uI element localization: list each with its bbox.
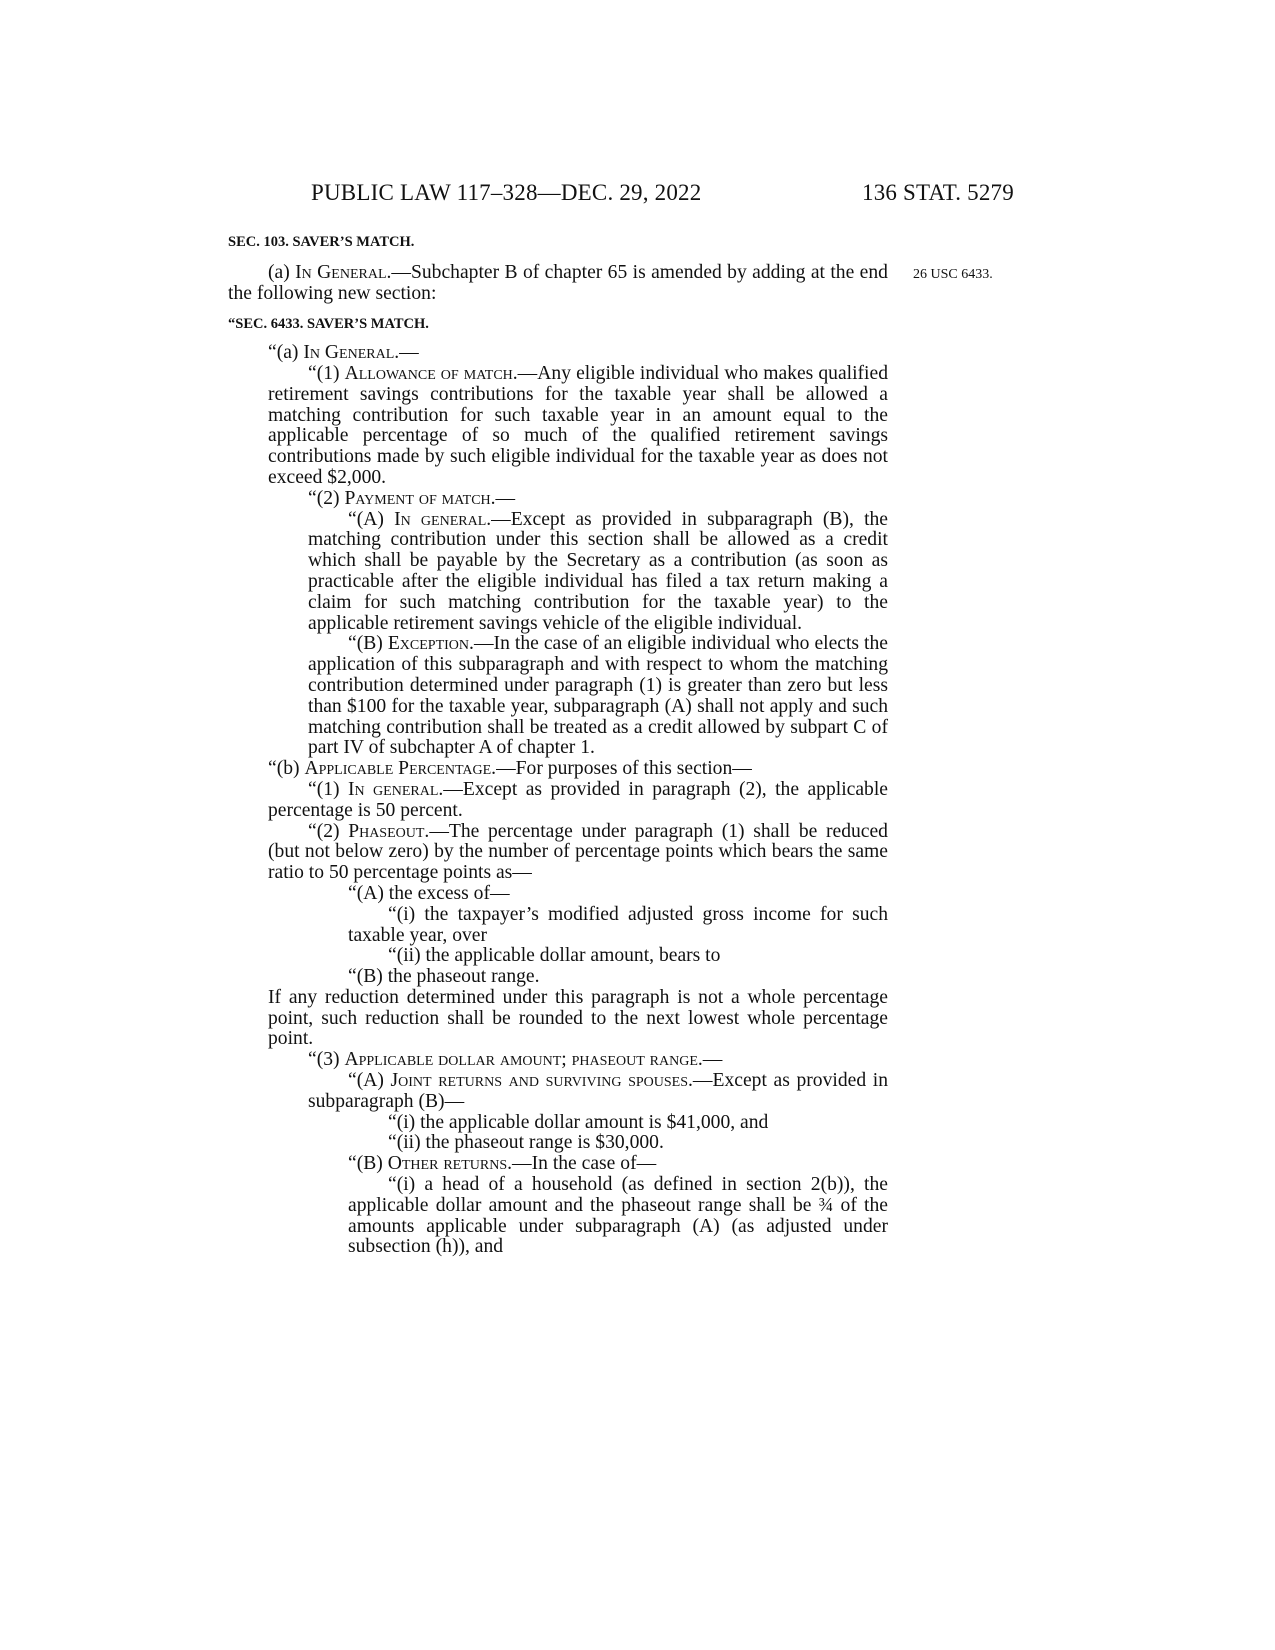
clause-b3Ai: “(i) the applicable dollar amount is $41,000, and [388, 1111, 769, 1133]
clause-b3Aii: “(ii) the phaseout range is $30,000. [388, 1132, 664, 1154]
subparagraph-b3A: “(A) Joint returns and surviving spouses.—Except as provided in subparagraph (B)— [308, 1070, 888, 1112]
section-heading: SEC. 103. SAVER’S MATCH. [228, 234, 415, 250]
clause-b2Aii: “(ii) the applicable dollar amount, bears to [388, 945, 721, 967]
subparagraph-a2A: “(A) In general.—Except as provided in subparagraph (B), the matching contribution under this section shall be allowed as a credit which shall be payable by the Secretary as a contribution (as soon as practicable after the eligible individual has filed a tax return making a claim for such matching contribution for the taxable year) to the applicable retirement savings vehicle of the eligible individual. [308, 508, 889, 634]
paragraph-a1: “(1) Allowance of match.—Any eligible individual who makes qualified retirement savings contributions for the taxable year shall be allowed a matching contribution for such taxable year in an amount equal to the applicable percentage of so much of the qualified retirement savings contributions made by such eligible individual for the taxable year as does not exceed $2,000. [268, 362, 888, 488]
subsection-a-intro: (a) In General.—Subchapter B of chapter 65 is amended by adding at the end the following new section: [228, 261, 888, 304]
paragraph-b3-heading: “(3) Applicable dollar amount; phaseout range.— [308, 1049, 723, 1071]
paragraph-a2-heading: “(2) Payment of match.— [308, 487, 516, 509]
clause-b3Bi: “(i) a head of a household (as defined in section 2(b)), the applicable dollar amount and the phaseout range shall be ¾ of the amounts applicable under subparagraph (A) (as adjusted under subsection (h)), and [348, 1174, 888, 1258]
statute-body [228, 232, 888, 1258]
running-header-title: PUBLIC LAW 117–328—DEC. 29, 2022 [311, 180, 702, 205]
margin-citation: 26 USC 6433. [913, 267, 993, 282]
subparagraph-b2A: “(A) the excess of— [348, 882, 510, 904]
paragraph-b1: “(1) In general.—Except as provided in paragraph (2), the applicable percentage is 50 percent. [268, 778, 888, 821]
subsection-b-heading: “(b) Applicable Percentage.—For purposes of this section— [268, 758, 752, 780]
new-section-heading: “SEC. 6433. SAVER’S MATCH. [228, 316, 429, 333]
subparagraph-a2B: “(B) Exception.—In the case of an eligible individual who elects the application of this subparagraph and with respect to whom the matching contribution determined under paragraph (1) is greater than zero but less than $100 for the taxable year, subparagraph (A) shall not apply and such matching contribution shall be treated as a credit allowed by subpart C of part IV of subchapter A of chapter 1. [308, 633, 888, 759]
clause-b2Ai: “(i) the taxpayer’s modified adjusted gross income for such taxable year, over [348, 903, 888, 946]
running-header-page-number: 136 STAT. 5279 [862, 180, 1014, 205]
paragraph-b2: “(2) Phaseout.—The percentage under paragraph (1) shall be reduced (but not below zero) by the number of percentage points which bears the same ratio to 50 percentage points as— [268, 820, 888, 884]
subparagraph-b2B: “(B) the phaseout range. [348, 966, 540, 988]
subsection-a-heading: “(a) In General.— [268, 342, 419, 364]
subparagraph-b3B: “(B) Other returns.—In the case of— [348, 1153, 657, 1175]
paragraph-b2-flush: If any reduction determined under this paragraph is not a whole percentage point, such reduction shall be rounded to the next lowest whole percentage point. [268, 986, 888, 1050]
